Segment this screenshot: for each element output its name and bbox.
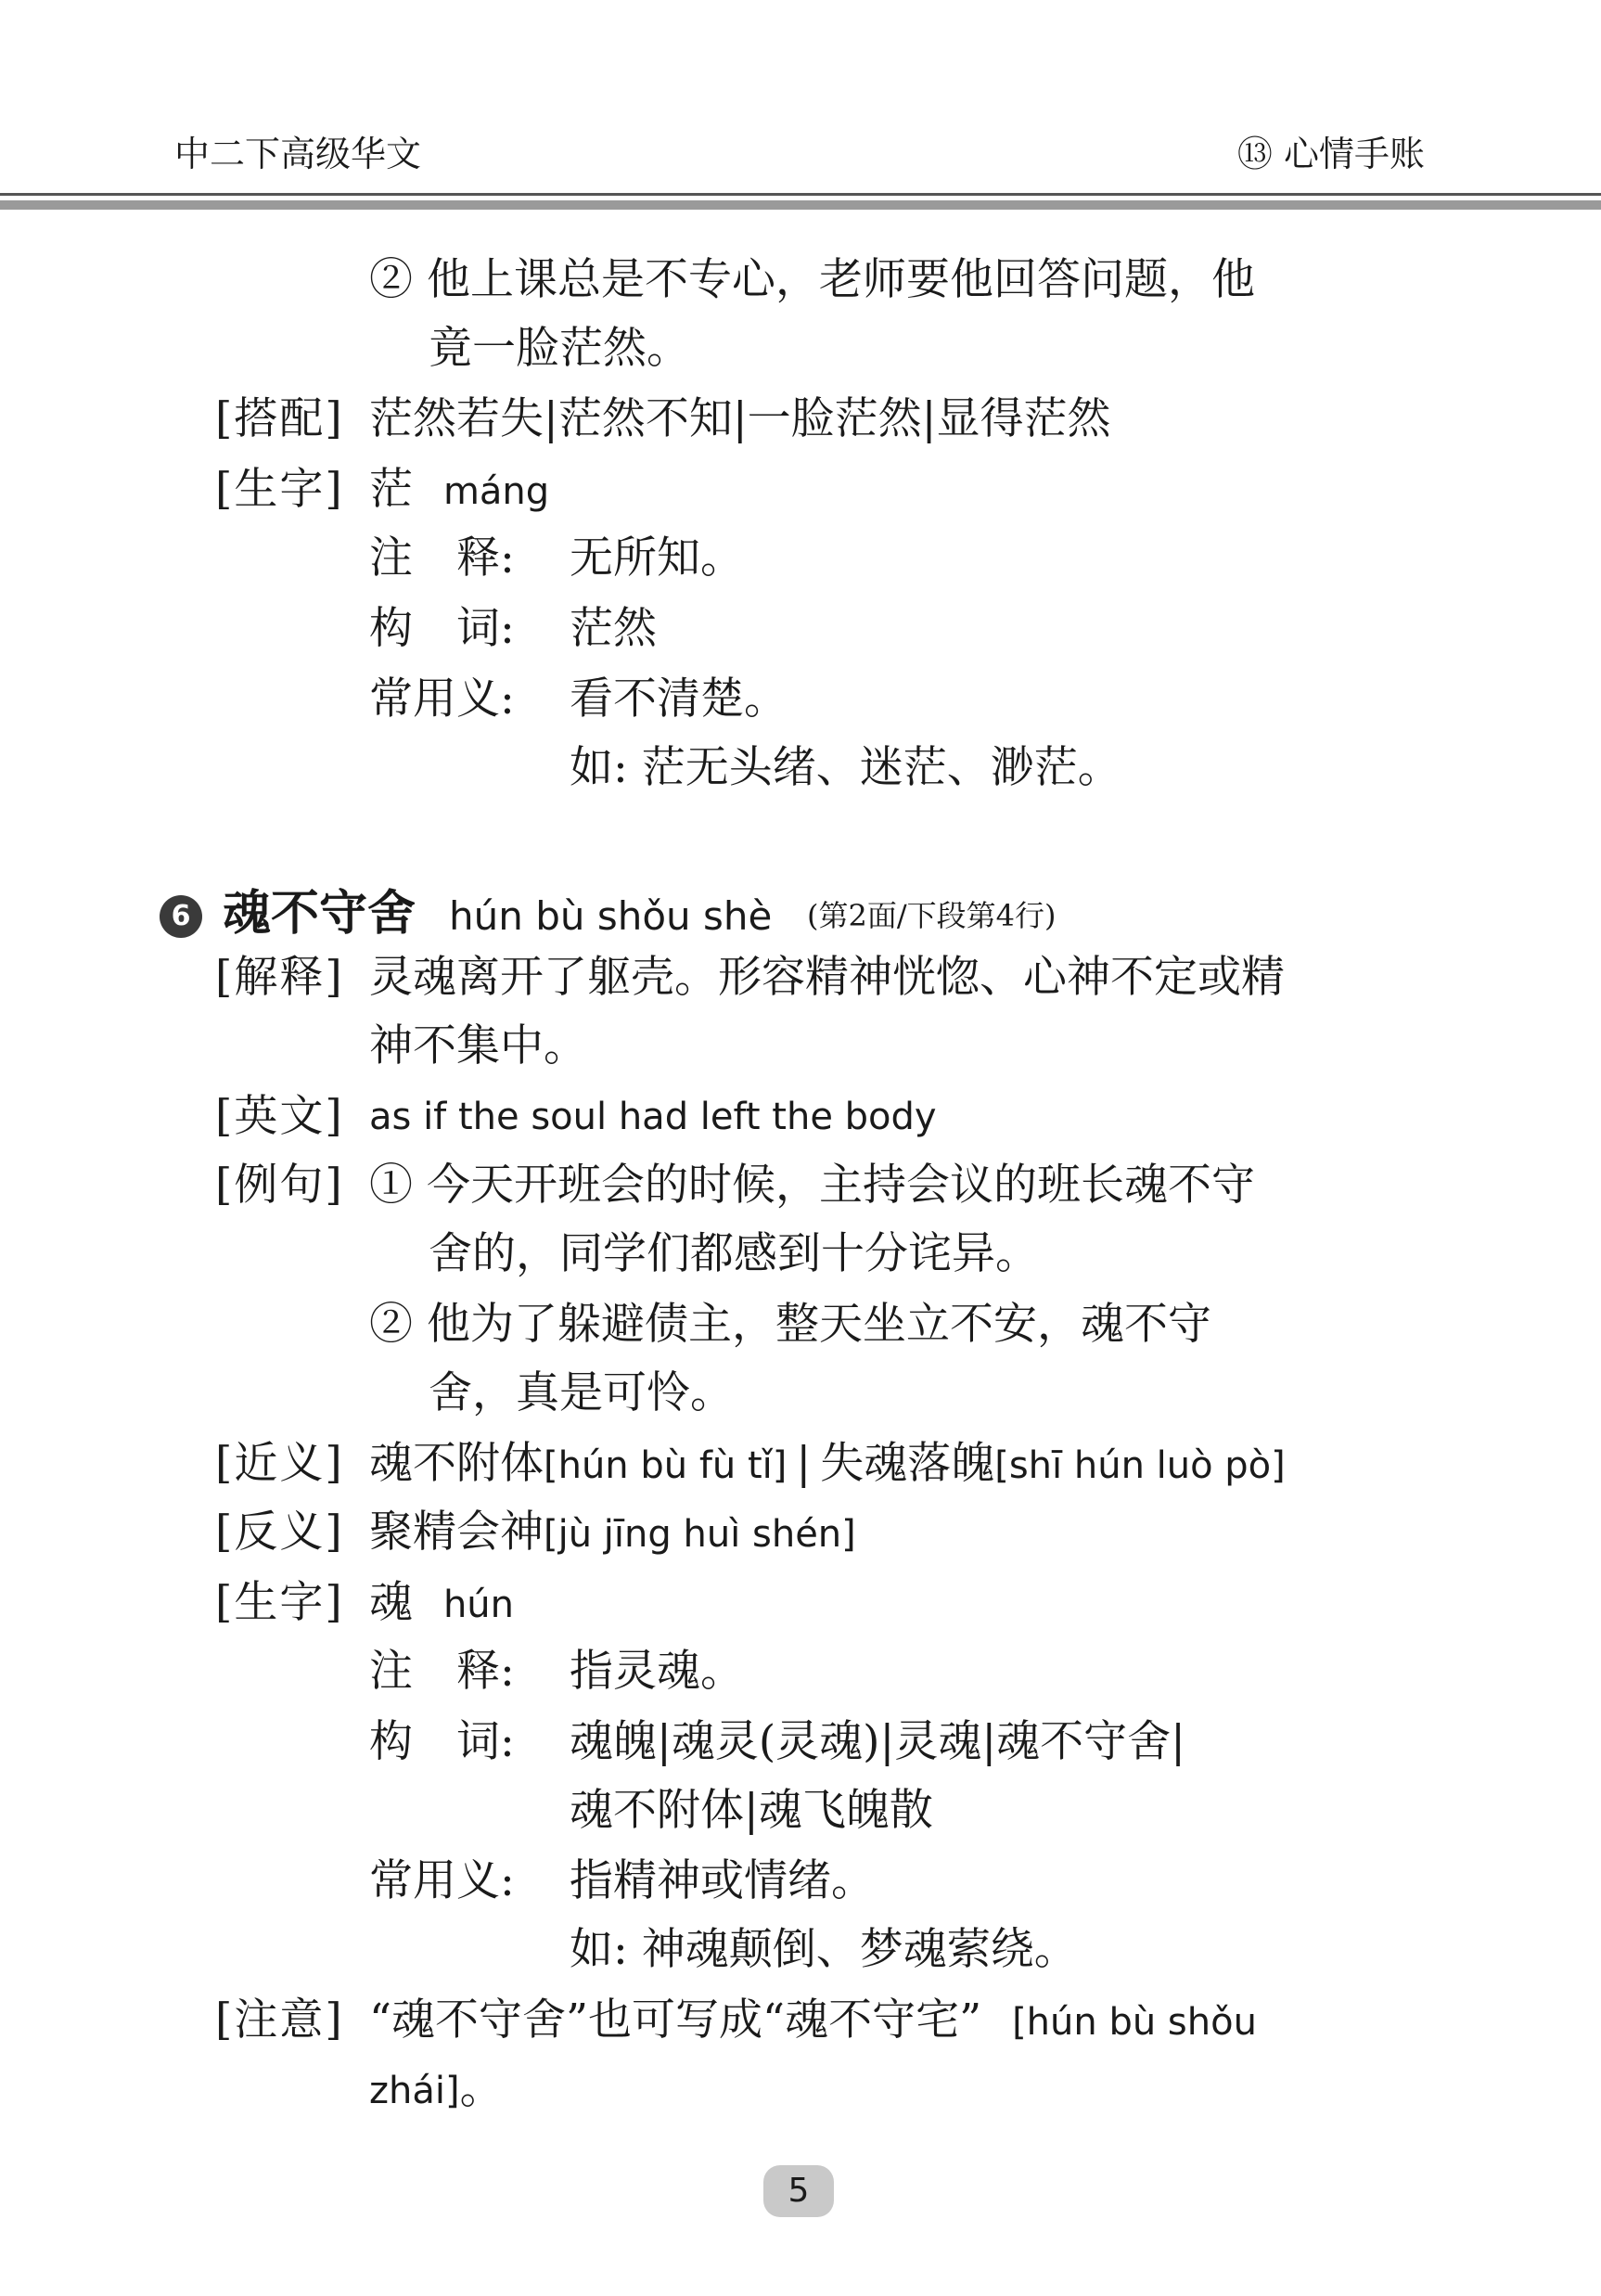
- note-label-6: 注 释:: [369, 1646, 515, 1697]
- example-2-line-1: ② 他为了躲避债主，整天坐立不安，魂不守: [369, 1299, 1211, 1350]
- meaning-label-6: 常用义:: [369, 1855, 515, 1906]
- page-number: 5: [763, 2165, 834, 2217]
- header-divider-thin: [0, 193, 1601, 196]
- example-1-line-2: 舍的，同学们都感到十分诧异。: [429, 1228, 1039, 1279]
- collocation-tag: [搭配]: [215, 393, 344, 444]
- meaning-example: 如: 茫无头绪、迷茫、渺茫。: [570, 742, 1121, 793]
- caution-tag: [注意]: [215, 1995, 344, 2046]
- antonym-tag: [反义]: [215, 1507, 344, 1558]
- note-text-6: 指灵魂。: [570, 1646, 744, 1697]
- synonym-1: 魂不附体: [369, 1438, 544, 1489]
- example-2-line-2: 舍，真是可怜。: [429, 1367, 734, 1418]
- explain-line-2: 神不集中。: [369, 1020, 587, 1071]
- caution-line-1: [369, 1991, 1257, 2052]
- english-text: as if the soul had left the body: [369, 1096, 937, 1138]
- entry-page-reference: (第2面/下段第4行): [807, 898, 1057, 933]
- synonym-tag: [近义]: [215, 1438, 344, 1489]
- caution-end-mark: 。: [459, 2063, 504, 2114]
- caution-text: “魂不守舍”也可写成“魂不守宅”: [369, 1995, 982, 2046]
- char-pinyin-6: hún: [442, 1584, 515, 1626]
- char-glyph-6: 魂: [369, 1577, 413, 1628]
- words-label: 构 词:: [369, 603, 515, 654]
- synonym-2: 失魂落魄: [820, 1438, 995, 1489]
- char-entry: [369, 460, 549, 521]
- collocation-text: 茫然若失|茫然不知|一脸茫然|显得茫然: [369, 393, 1111, 444]
- words-text: 茫然: [570, 603, 657, 654]
- meaning-label: 常用义:: [369, 673, 515, 725]
- antonym-list: [369, 1503, 856, 1564]
- caution-pinyin-1: [hún bù shǒu: [1012, 2001, 1257, 2044]
- example-2-line-2: 竟一脸茫然。: [429, 323, 690, 374]
- book-title: 中二下高级华文: [174, 134, 422, 174]
- example-tag: [例句]: [215, 1160, 344, 1211]
- example-2-line-1: ② 他上课总是不专心，老师要他回答问题，他: [369, 254, 1255, 305]
- note-text: 无所知。: [570, 532, 744, 584]
- meaning-text-6: 指精神或情绪。: [570, 1855, 875, 1906]
- entry-number-badge: 6: [160, 895, 202, 938]
- words-label-6: 构 词:: [369, 1716, 515, 1767]
- meaning-example-6: 如: 神魂颠倒、梦魂萦绕。: [570, 1924, 1078, 1975]
- char-glyph: 茫: [369, 464, 413, 515]
- synonym-2-pinyin: [shī hún luò pò]: [994, 1444, 1286, 1487]
- char-entry-6: [369, 1573, 514, 1635]
- words-line-2: 魂不附体|魂飞魄散: [570, 1785, 933, 1836]
- synonym-separator: |: [796, 1438, 812, 1489]
- synonym-1-pinyin: [hún bù fù tǐ]: [544, 1444, 788, 1487]
- explain-line-1: 灵魂离开了躯壳。形容精神恍惚、心神不定或精: [369, 952, 1285, 1003]
- caution-line-2: [369, 2059, 504, 2121]
- chapter-title: ⑬ 心情手账: [1236, 134, 1425, 174]
- caution-pinyin-2: zhái]: [369, 2070, 460, 2112]
- char-pinyin: máng: [442, 470, 550, 513]
- note-label: 注 释:: [369, 532, 515, 584]
- meaning-text: 看不清楚。: [570, 673, 788, 725]
- header-divider-thick: [0, 200, 1601, 210]
- antonym-1-pinyin: [jù jīng huì shén]: [544, 1513, 856, 1556]
- words-line-1: 魂魄|魂灵(灵魂)|灵魂|魂不守舍|: [570, 1716, 1186, 1767]
- antonym-1: 聚精会神: [369, 1507, 544, 1558]
- english-tag: [英文]: [215, 1091, 344, 1142]
- synonym-list: [369, 1434, 1286, 1495]
- entry-idiom: 魂不守舍: [223, 886, 416, 942]
- char-tag: [生字]: [215, 464, 344, 515]
- example-1-line-1: ① 今天开班会的时候，主持会议的班长魂不守: [369, 1160, 1255, 1211]
- entry-idiom-pinyin: hún bù shǒu shè: [449, 893, 773, 939]
- char-tag-6: [生字]: [215, 1577, 344, 1628]
- explain-tag: [解释]: [215, 952, 344, 1003]
